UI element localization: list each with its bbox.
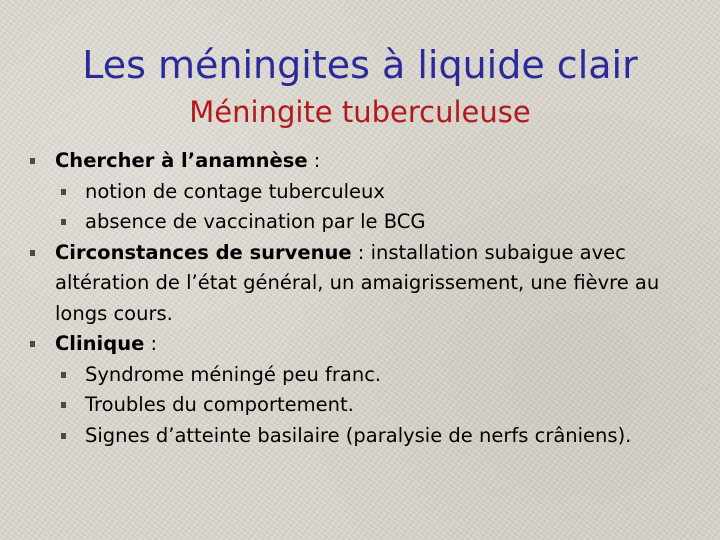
- bullet-item-circonstances: [0, 238, 720, 330]
- item-heading: Chercher à l’anamnèse: [55, 149, 308, 172]
- sub-item-text: notion de contage tuberculeux: [85, 179, 385, 203]
- bullet-item-clinique: [0, 329, 720, 360]
- item-text: :: [307, 149, 321, 172]
- sub-item-text: Troubles du comportement.: [85, 393, 354, 416]
- square-bullet-icon: [30, 250, 35, 256]
- bullet-item-anamnese: [0, 146, 720, 177]
- sub-bullet-item: [0, 421, 720, 452]
- square-bullet-icon: [61, 433, 66, 439]
- item-heading: Clinique: [55, 332, 145, 355]
- sub-bullet-item: [0, 390, 720, 421]
- sub-item-text: absence de vaccination par le BCG: [85, 210, 426, 233]
- slide-subtitle: Méningite tuberculeuse: [189, 95, 531, 129]
- sub-bullet-item: [0, 360, 720, 391]
- square-bullet-icon: [61, 372, 66, 378]
- slide-title: Les méningites à liquide clair: [82, 43, 638, 87]
- square-bullet-icon: [30, 158, 35, 164]
- square-bullet-icon: [61, 219, 66, 225]
- item-text: : installation subaigue avec altération de l’état général, un amaigrissement, une fièvre au longs cours.: [55, 240, 660, 325]
- bullet-list: [0, 146, 720, 451]
- item-heading: Circonstances de survenue: [55, 240, 352, 264]
- square-bullet-icon: [61, 189, 66, 195]
- sub-item-text: Syndrome méningé peu franc.: [85, 362, 382, 386]
- sub-bullet-item: [0, 177, 720, 208]
- sub-item-text: Signes d’atteinte basilaire (paralysie de nerfs crâniens).: [85, 423, 632, 447]
- item-text: :: [144, 332, 158, 355]
- square-bullet-icon: [61, 402, 66, 408]
- square-bullet-icon: [30, 341, 35, 347]
- sub-bullet-item: [0, 207, 720, 238]
